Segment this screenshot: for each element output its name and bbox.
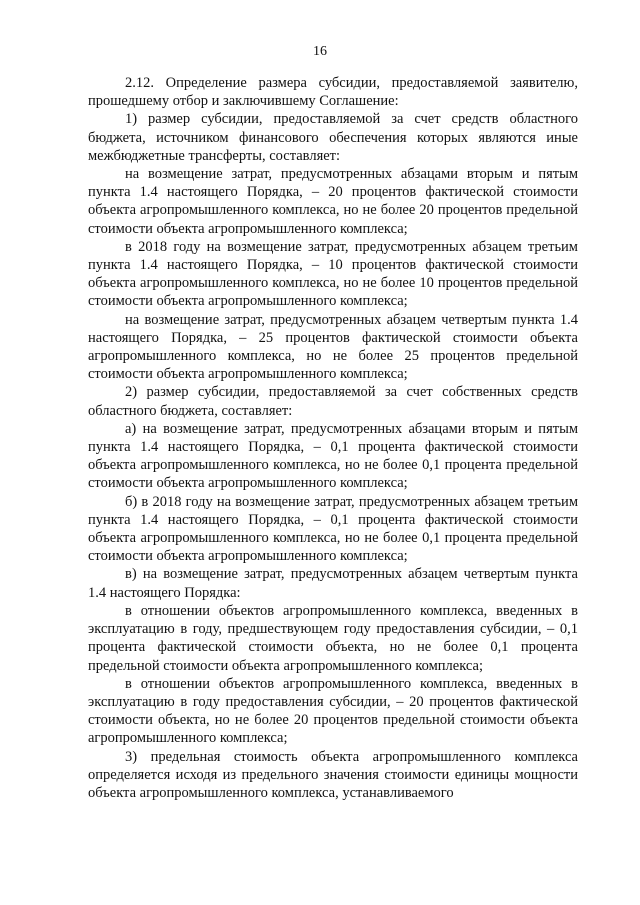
paragraph-item-2-b: б) в 2018 году на возмещение затрат, предусмотренных абзацем третьим пункта 1.4 настоящего Порядка, – 0,1 процента фактической стоимости объекта агропромышленного комплекса, но не более 0,1 процента предельной стоимости объекта агропромышленного комплекса; xyxy=(88,493,578,565)
document-body xyxy=(88,74,578,802)
paragraph-item-2-v: в) на возмещение затрат, предусмотренных абзацем четвертым пункта 1.4 настоящего Порядка: xyxy=(88,566,578,601)
paragraph-item-1-second-fifth: на возмещение затрат, предусмотренных абзацами вторым и пятым пункта 1.4 настоящего Порядка, – 20 процентов фактической стоимости объекта агропромышленного комплекса, но не более 20 процентов предельной стоимости объекта агропромышленного комплекса; xyxy=(88,166,578,237)
paragraph-item-3: 3) предельная стоимость объекта агропромышленного комплекса определяется исходя из предельного значения стоимости единицы мощности объекта агропромышленного комплекса, устанавливаемого xyxy=(88,748,578,801)
paragraph-item-1: 1) размер субсидии, предоставляемой за счет средств областного бюджета, источником финансового обеспечения которых являются иные межбюджетные трансферты, составляет: xyxy=(88,111,578,164)
paragraph-item-1-third-2018: в 2018 году на возмещение затрат, предусмотренных абзацем третьим пункта 1.4 настоящего Порядка, – 10 процентов фактической стоимости объекта агропромышленного комплекса, но не более 10 процентов предельной стоимости объекта агропромышленного комплекса; xyxy=(88,238,578,310)
paragraph-item-2-v-current-year: в отношении объектов агропромышленного комплекса, введенных в эксплуатацию в году предоставления субсидии, – 20 процентов фактической стоимости объекта, но не более 20 процентов предельной стоимости объекта агропромышленного комплекса; xyxy=(88,675,578,747)
paragraph-item-2-v-previous-year: в отношении объектов агропромышленного комплекса, введенных в эксплуатацию в году, предшествующем году предоставления субсидии, – 0,1 процента фактической стоимости объекта, но не более 0,1 процента предельной стоимости объекта агропромышленного комплекса; xyxy=(88,602,578,674)
paragraph-item-1-fourth: на возмещение затрат, предусмотренных абзацем четвертым пункта 1.4 настоящего Порядка, – 25 процентов фактической стоимости объекта агропромышленного комплекса, но не более 25 процентов предельной стоимости объекта агропромышленного комплекса; xyxy=(88,311,578,383)
paragraph-2-12-heading: 2.12. Определение размера субсидии, предоставляемой заявителю, прошедшему отбор и заключившему Соглашение: xyxy=(88,75,578,110)
paragraph-item-2-a: а) на возмещение затрат, предусмотренных абзацами вторым и пятым пункта 1.4 настоящего Порядка, – 0,1 процента фактической стоимости объекта агропромышленного комплекса, но не более 0,1 процента предельной стоимости объекта агропромышленного комплекса; xyxy=(88,420,578,492)
page-number: 16 xyxy=(313,44,327,59)
paragraph-item-2: 2) размер субсидии, предоставляемой за счет собственных средств областного бюджета, составляет: xyxy=(88,384,578,419)
